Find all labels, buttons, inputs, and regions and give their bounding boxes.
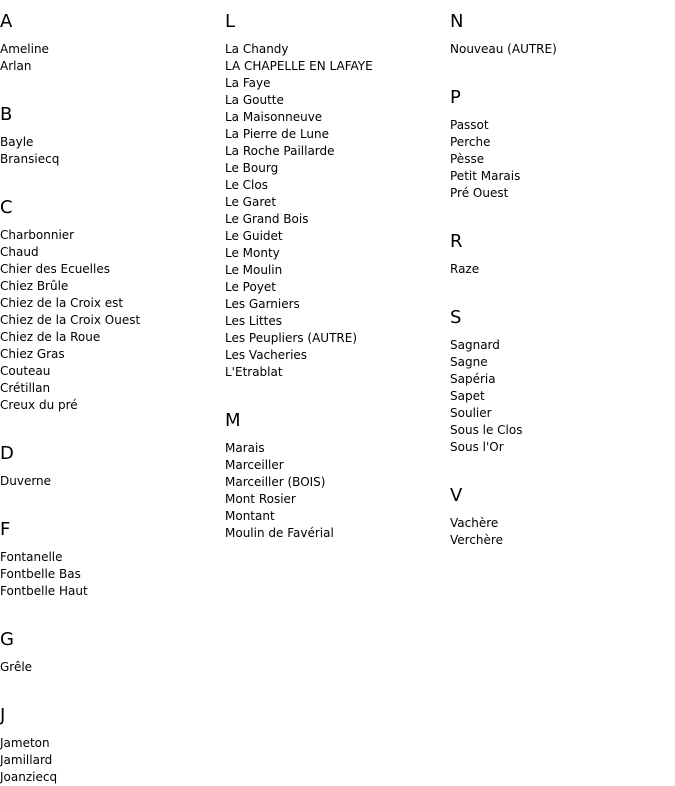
letter-group	[0, 93, 225, 168]
place-link[interactable]: Sagnard	[450, 338, 500, 352]
list-item	[225, 313, 450, 330]
list-item	[450, 388, 675, 405]
list-item	[0, 549, 225, 566]
place-link[interactable]: Mont Rosier	[225, 492, 296, 506]
index-column-3	[450, 0, 675, 549]
list-item	[0, 58, 225, 75]
place-link[interactable]: Le Clos	[225, 178, 268, 192]
letter-group	[0, 0, 225, 75]
place-link[interactable]: Fontbelle Haut	[0, 584, 88, 598]
letter-heading: D	[0, 443, 14, 464]
list-item	[0, 151, 225, 168]
place-link[interactable]: Chier des Ecuelles	[0, 262, 110, 276]
place-link[interactable]: Jamillard	[0, 753, 53, 767]
list-item	[450, 532, 675, 549]
list-item	[225, 75, 450, 92]
list-item	[225, 440, 450, 457]
place-link[interactable]: Pèsse	[450, 152, 485, 166]
letter-group	[0, 508, 225, 600]
place-list	[450, 515, 675, 549]
letter-heading: A	[0, 11, 13, 32]
list-item	[0, 769, 225, 786]
list-item	[450, 439, 675, 456]
list-item	[450, 337, 675, 354]
place-link[interactable]: Raze	[450, 262, 480, 276]
list-item	[225, 143, 450, 160]
place-list	[225, 41, 450, 381]
list-item	[450, 261, 675, 278]
list-item	[0, 566, 225, 583]
list-item	[225, 474, 450, 491]
letter-group	[450, 220, 675, 278]
place-link[interactable]: Passot	[450, 118, 489, 132]
place-link[interactable]: Grêle	[0, 660, 33, 674]
list-item	[225, 491, 450, 508]
list-item	[450, 168, 675, 185]
list-item	[0, 261, 225, 278]
place-link[interactable]: Chiez Gras	[0, 347, 65, 361]
place-list	[0, 659, 225, 676]
place-link[interactable]: Le Garet	[225, 195, 277, 209]
list-item	[0, 41, 225, 58]
list-item	[225, 262, 450, 279]
list-item	[225, 211, 450, 228]
place-link[interactable]: Petit Marais	[450, 169, 521, 183]
list-item	[0, 312, 225, 329]
place-link[interactable]: La Chandy	[225, 42, 289, 56]
place-list	[0, 227, 225, 414]
place-list	[450, 337, 675, 456]
place-list	[225, 440, 450, 542]
list-item	[450, 134, 675, 151]
place-link[interactable]: Le Bourg	[225, 161, 279, 175]
list-item	[225, 41, 450, 58]
list-item	[0, 134, 225, 151]
list-item	[0, 380, 225, 397]
letter-heading: P	[450, 87, 461, 108]
letter-heading: N	[450, 11, 464, 32]
place-link[interactable]: Le Monty	[225, 246, 280, 260]
place-list	[0, 134, 225, 168]
list-item	[450, 117, 675, 134]
list-item	[0, 473, 225, 490]
letter-heading: J	[0, 705, 6, 726]
letter-heading: B	[0, 104, 13, 125]
list-item	[225, 457, 450, 474]
list-item	[450, 515, 675, 532]
place-link[interactable]: Chaud	[0, 245, 39, 259]
list-item	[225, 245, 450, 262]
place-list	[450, 41, 675, 58]
place-link[interactable]: Charbonnier	[0, 228, 75, 242]
list-item	[450, 185, 675, 202]
place-link[interactable]: Bayle	[0, 135, 34, 149]
list-item	[225, 508, 450, 525]
place-list	[0, 549, 225, 600]
place-link[interactable]: Pré Ouest	[450, 186, 509, 200]
place-list	[450, 261, 675, 278]
list-item	[450, 151, 675, 168]
list-item	[0, 329, 225, 346]
index-column-2	[225, 0, 450, 542]
place-link[interactable]: Moulin de Favérial	[225, 526, 334, 540]
place-link[interactable]: Vachère	[450, 516, 499, 530]
letter-group	[450, 296, 675, 456]
letter-group	[0, 432, 225, 490]
place-list	[0, 473, 225, 490]
place-link[interactable]: Ameline	[0, 42, 49, 56]
place-link[interactable]: Sous le Clos	[450, 423, 523, 437]
letter-group	[225, 0, 450, 381]
letter-group	[450, 76, 675, 202]
list-item	[225, 347, 450, 364]
place-link[interactable]: Sagne	[450, 355, 488, 369]
list-item	[450, 405, 675, 422]
place-link[interactable]: Marceiller	[225, 458, 284, 472]
list-item	[225, 109, 450, 126]
place-link[interactable]: Le Poyet	[225, 280, 277, 294]
list-item	[450, 422, 675, 439]
place-link[interactable]: Bransiecq	[0, 152, 60, 166]
place-link[interactable]: Les Vacheries	[225, 348, 308, 362]
place-link[interactable]: Marceiller (BOIS)	[225, 475, 326, 489]
place-link[interactable]: L'Etrablat	[225, 365, 283, 379]
letter-heading: F	[0, 519, 11, 540]
list-item	[450, 371, 675, 388]
list-item	[0, 278, 225, 295]
letter-heading: M	[225, 410, 241, 431]
place-link[interactable]: Le Moulin	[225, 263, 283, 277]
letter-group	[450, 474, 675, 549]
list-item	[450, 41, 675, 58]
list-item	[0, 752, 225, 769]
list-item	[0, 244, 225, 261]
place-link[interactable]: Perche	[450, 135, 491, 149]
letter-group	[0, 186, 225, 414]
letter-heading: G	[0, 629, 14, 650]
place-link[interactable]: Duverne	[0, 474, 52, 488]
letter-group	[225, 399, 450, 542]
place-link[interactable]: Sous l'Or	[450, 440, 504, 454]
list-item	[0, 363, 225, 380]
letter-group	[0, 618, 225, 676]
letter-heading: S	[450, 307, 462, 328]
place-link[interactable]: Nouveau (AUTRE)	[450, 42, 557, 56]
place-link[interactable]: Les Peupliers (AUTRE)	[225, 331, 357, 345]
place-list	[450, 117, 675, 202]
place-link[interactable]: Soulier	[450, 406, 492, 420]
list-item	[225, 228, 450, 245]
place-link[interactable]: LA CHAPELLE EN LAFAYE	[225, 59, 373, 73]
place-link[interactable]: Le Guidet	[225, 229, 283, 243]
list-item	[0, 735, 225, 752]
place-link[interactable]: La Faye	[225, 76, 271, 90]
list-item	[225, 92, 450, 109]
letter-group	[450, 0, 675, 58]
place-link[interactable]: Les Garniers	[225, 297, 300, 311]
place-link[interactable]: Chiez de la Croix Ouest	[0, 313, 141, 327]
letter-heading: V	[450, 485, 463, 506]
place-link[interactable]: Jameton	[0, 736, 50, 750]
list-item	[225, 194, 450, 211]
place-link[interactable]: Sapet	[450, 389, 485, 403]
place-link[interactable]: Chiez Brûle	[0, 279, 69, 293]
place-link[interactable]: La Goutte	[225, 93, 284, 107]
list-item	[225, 296, 450, 313]
place-link[interactable]: Joanziecq	[0, 770, 58, 784]
place-link[interactable]: Sapéria	[450, 372, 496, 386]
list-item	[225, 177, 450, 194]
list-item	[225, 330, 450, 347]
place-link[interactable]: Marais	[225, 441, 265, 455]
index-column-1	[0, 0, 225, 786]
place-link[interactable]: Le Grand Bois	[225, 212, 309, 226]
place-link[interactable]: La Maisonneuve	[225, 110, 323, 124]
place-link[interactable]: Fontbelle Bas	[0, 567, 81, 581]
letter-heading: C	[0, 197, 13, 218]
place-link[interactable]: Chiez de la Croix est	[0, 296, 124, 310]
place-link[interactable]: Verchère	[450, 533, 503, 547]
letter-heading: R	[450, 231, 463, 252]
place-link[interactable]: La Roche Paillarde	[225, 144, 335, 158]
list-item	[0, 295, 225, 312]
place-link[interactable]: Fontanelle	[0, 550, 63, 564]
list-item	[0, 397, 225, 414]
place-link[interactable]: Couteau	[0, 364, 51, 378]
place-link[interactable]: Montant	[225, 509, 275, 523]
place-link[interactable]: Creux du pré	[0, 398, 78, 412]
list-item	[225, 279, 450, 296]
place-link[interactable]: Les Littes	[225, 314, 282, 328]
place-link[interactable]: Arlan	[0, 59, 32, 73]
list-item	[225, 58, 450, 75]
place-list	[0, 735, 225, 786]
list-item	[225, 160, 450, 177]
list-item	[225, 525, 450, 542]
place-list	[0, 41, 225, 75]
list-item	[0, 227, 225, 244]
place-link[interactable]: La Pierre de Lune	[225, 127, 330, 141]
place-link[interactable]: Crétillan	[0, 381, 51, 395]
letter-group	[0, 694, 225, 786]
list-item	[450, 354, 675, 371]
list-item	[225, 126, 450, 143]
list-item	[225, 364, 450, 381]
letter-heading: L	[225, 11, 236, 32]
place-link[interactable]: Chiez de la Roue	[0, 330, 101, 344]
list-item	[0, 346, 225, 363]
list-item	[0, 659, 225, 676]
list-item	[0, 583, 225, 600]
